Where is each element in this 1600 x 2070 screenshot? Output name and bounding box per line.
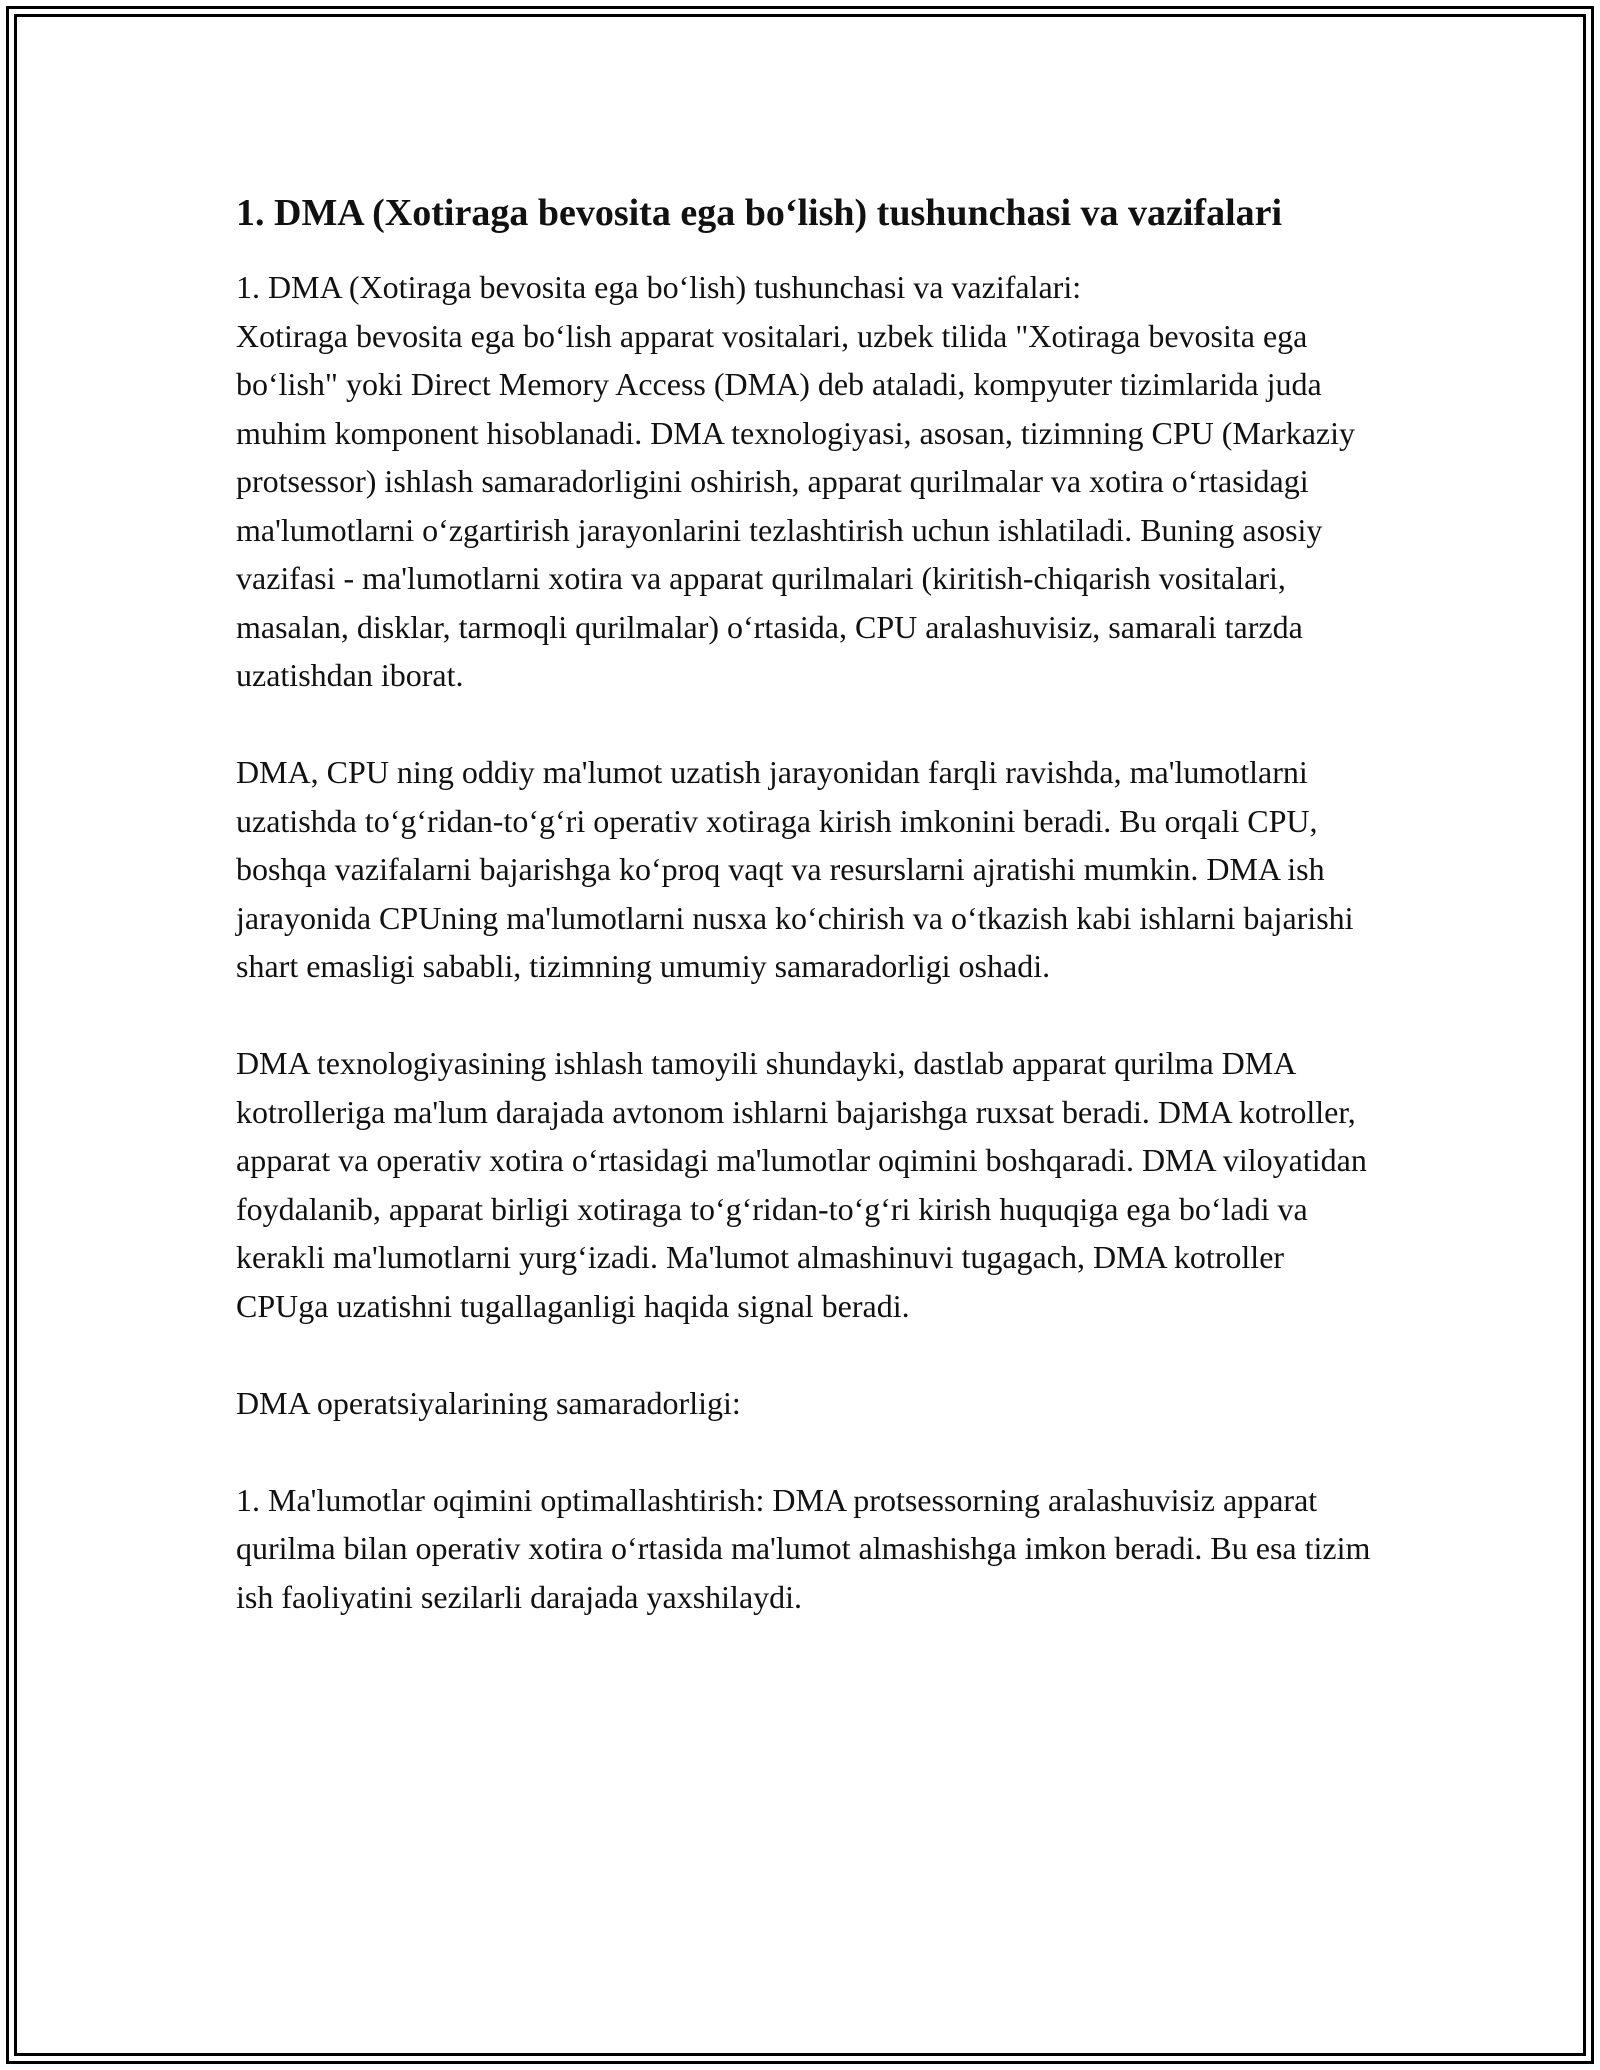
paragraph-intro: 1. DMA (Xotiraga bevosita ega bo‘lish) tushunchasi va vazifalari: Xotiraga bevosita ega bo‘lish apparat vositalari, uzbek tilida "Xotiraga bevosita ega bo‘lish" yoki Direct Memory Access (DMA) deb ataladi, kompyuter tizimlarida juda muhim komponent hisoblanadi. DMA texnologiyasi, asosan, tizimning CPU (Markaziy protsessor) ishlash samaradorligini oshirish, apparat qurilmalar va xotira o‘rtasidagi ma'lumotlarni o‘zgartirish jarayonlarini tezlashtirish uchun ishlatiladi. Buning asosiy vazifasi - ma'lumotlarni xotira va apparat qurilmalari (kiritish-chiqarish vositalari, masalan, disklar, tarmoqli qurilmalar) o‘rtasida, CPU aralashuvisiz, samarali tarzda uzatishdan iborat. [236, 269, 1355, 693]
document-page [236, 186, 1376, 1621]
paragraph-efficiency-heading: DMA operatsiyalarining samaradorligi: [236, 1384, 741, 1421]
document-body [236, 263, 1376, 1621]
document-heading: 1. DMA (Xotiraga bevosita ega bo‘lish) tushunchasi va vazifalari [236, 192, 1283, 234]
paragraph-optimization: 1. Ma'lumotlar oqimini optimallashtirish: DMA protsessorning aralashuvisiz apparat qurilma bilan operativ xotira o‘rtasida ma'lumot almashishga imkon beradi. Bu esa tizim ish faoliyatini sezilarli darajada yaxshilaydi. [236, 1481, 1371, 1615]
paragraph-cpu: DMA, CPU ning oddiy ma'lumot uzatish jarayonidan farqli ravishda, ma'lumotlarni uzatishda to‘g‘ridan-to‘g‘ri operativ xotiraga kirish imkonini beradi. Bu orqali CPU, boshqa vazifalarni bajarishga ko‘proq vaqt va resurslarni ajratishi mumkin. DMA ish jarayonida CPUning ma'lumotlarni nusxa ko‘chirish va o‘tkazish kabi ishlarni bajarishi shart emasligi sababli, tizimning umumiy samaradorligi oshadi. [236, 754, 1354, 984]
paragraph-gap [236, 1427, 1376, 1476]
paragraph-principle: DMA texnologiyasining ishlash tamoyili shundayki, dastlab apparat qurilma DMA kotrolleriga ma'lum darajada avtonom ishlarni bajarishga ruxsat beradi. DMA kotroller, apparat va operativ xotira o‘rtasidagi ma'lumotlar oqimini boshqaradi. DMA viloyatidan foydalanib, apparat birligi xotiraga to‘g‘ridan-to‘g‘ri kirish huquqiga ega bo‘ladi va kerakli ma'lumotlarni yurg‘izadi. Ma'lumot almashinuvi tugagach, DMA kotroller CPUga uzatishni tugallaganligi haqida signal beradi. [236, 1045, 1367, 1324]
paragraph-gap [236, 991, 1376, 1040]
paragraph-gap [236, 700, 1376, 749]
paragraph-gap [236, 1330, 1376, 1379]
